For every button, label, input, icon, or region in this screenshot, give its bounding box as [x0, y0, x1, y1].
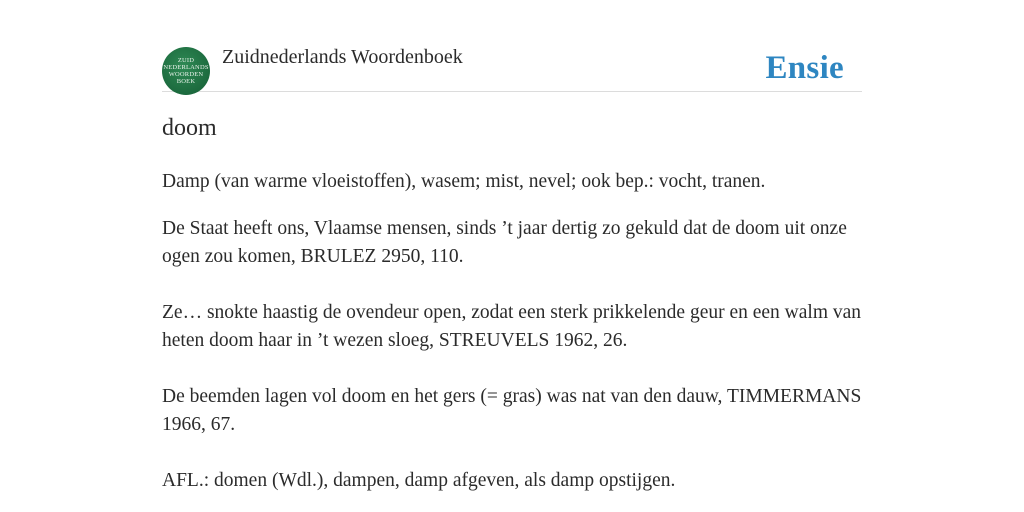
source-title-link[interactable]: Zuidnederlands Woordenboek [222, 46, 463, 68]
logo-text-line: ZUID [177, 57, 195, 64]
example-quote: Ze… snokte haastig de ovendeur open, zodat een sterk prikkelende geur en een walm van heten doom haar in ’t wezen sloeg, STREUVELS 1962, 26. [162, 302, 862, 351]
header [162, 0, 862, 92]
logo-text-line: NEDERLANDS [163, 64, 209, 71]
dictionary-logo[interactable] [162, 47, 210, 95]
example-quote: De Staat heeft ons, Vlaamse mensen, sinds ’t jaar dertig zo gekuld dat de doom uit onze ogen zou komen, BRULEZ 2950, 110. [162, 218, 847, 267]
example-quote: De beemden lagen vol doom en het gers (= gras) was nat van den dauw, TIMMERMANS 1966, 67. [162, 386, 862, 435]
page-container [162, 0, 862, 491]
ensie-brand-logo[interactable]: Ensie [765, 50, 844, 86]
logo-text-line: BOEK [176, 78, 196, 85]
definition-text: Damp (van warme vloeistoffen), wasem; mist, nevel; ook bep.: vocht, tranen. [162, 171, 766, 192]
page-title: doom [162, 115, 217, 141]
logo-text-line: WOORDEN [168, 71, 204, 78]
derivation-text: AFL.: domen (Wdl.), dampen, damp afgeven, als damp opstijgen. [162, 470, 676, 491]
